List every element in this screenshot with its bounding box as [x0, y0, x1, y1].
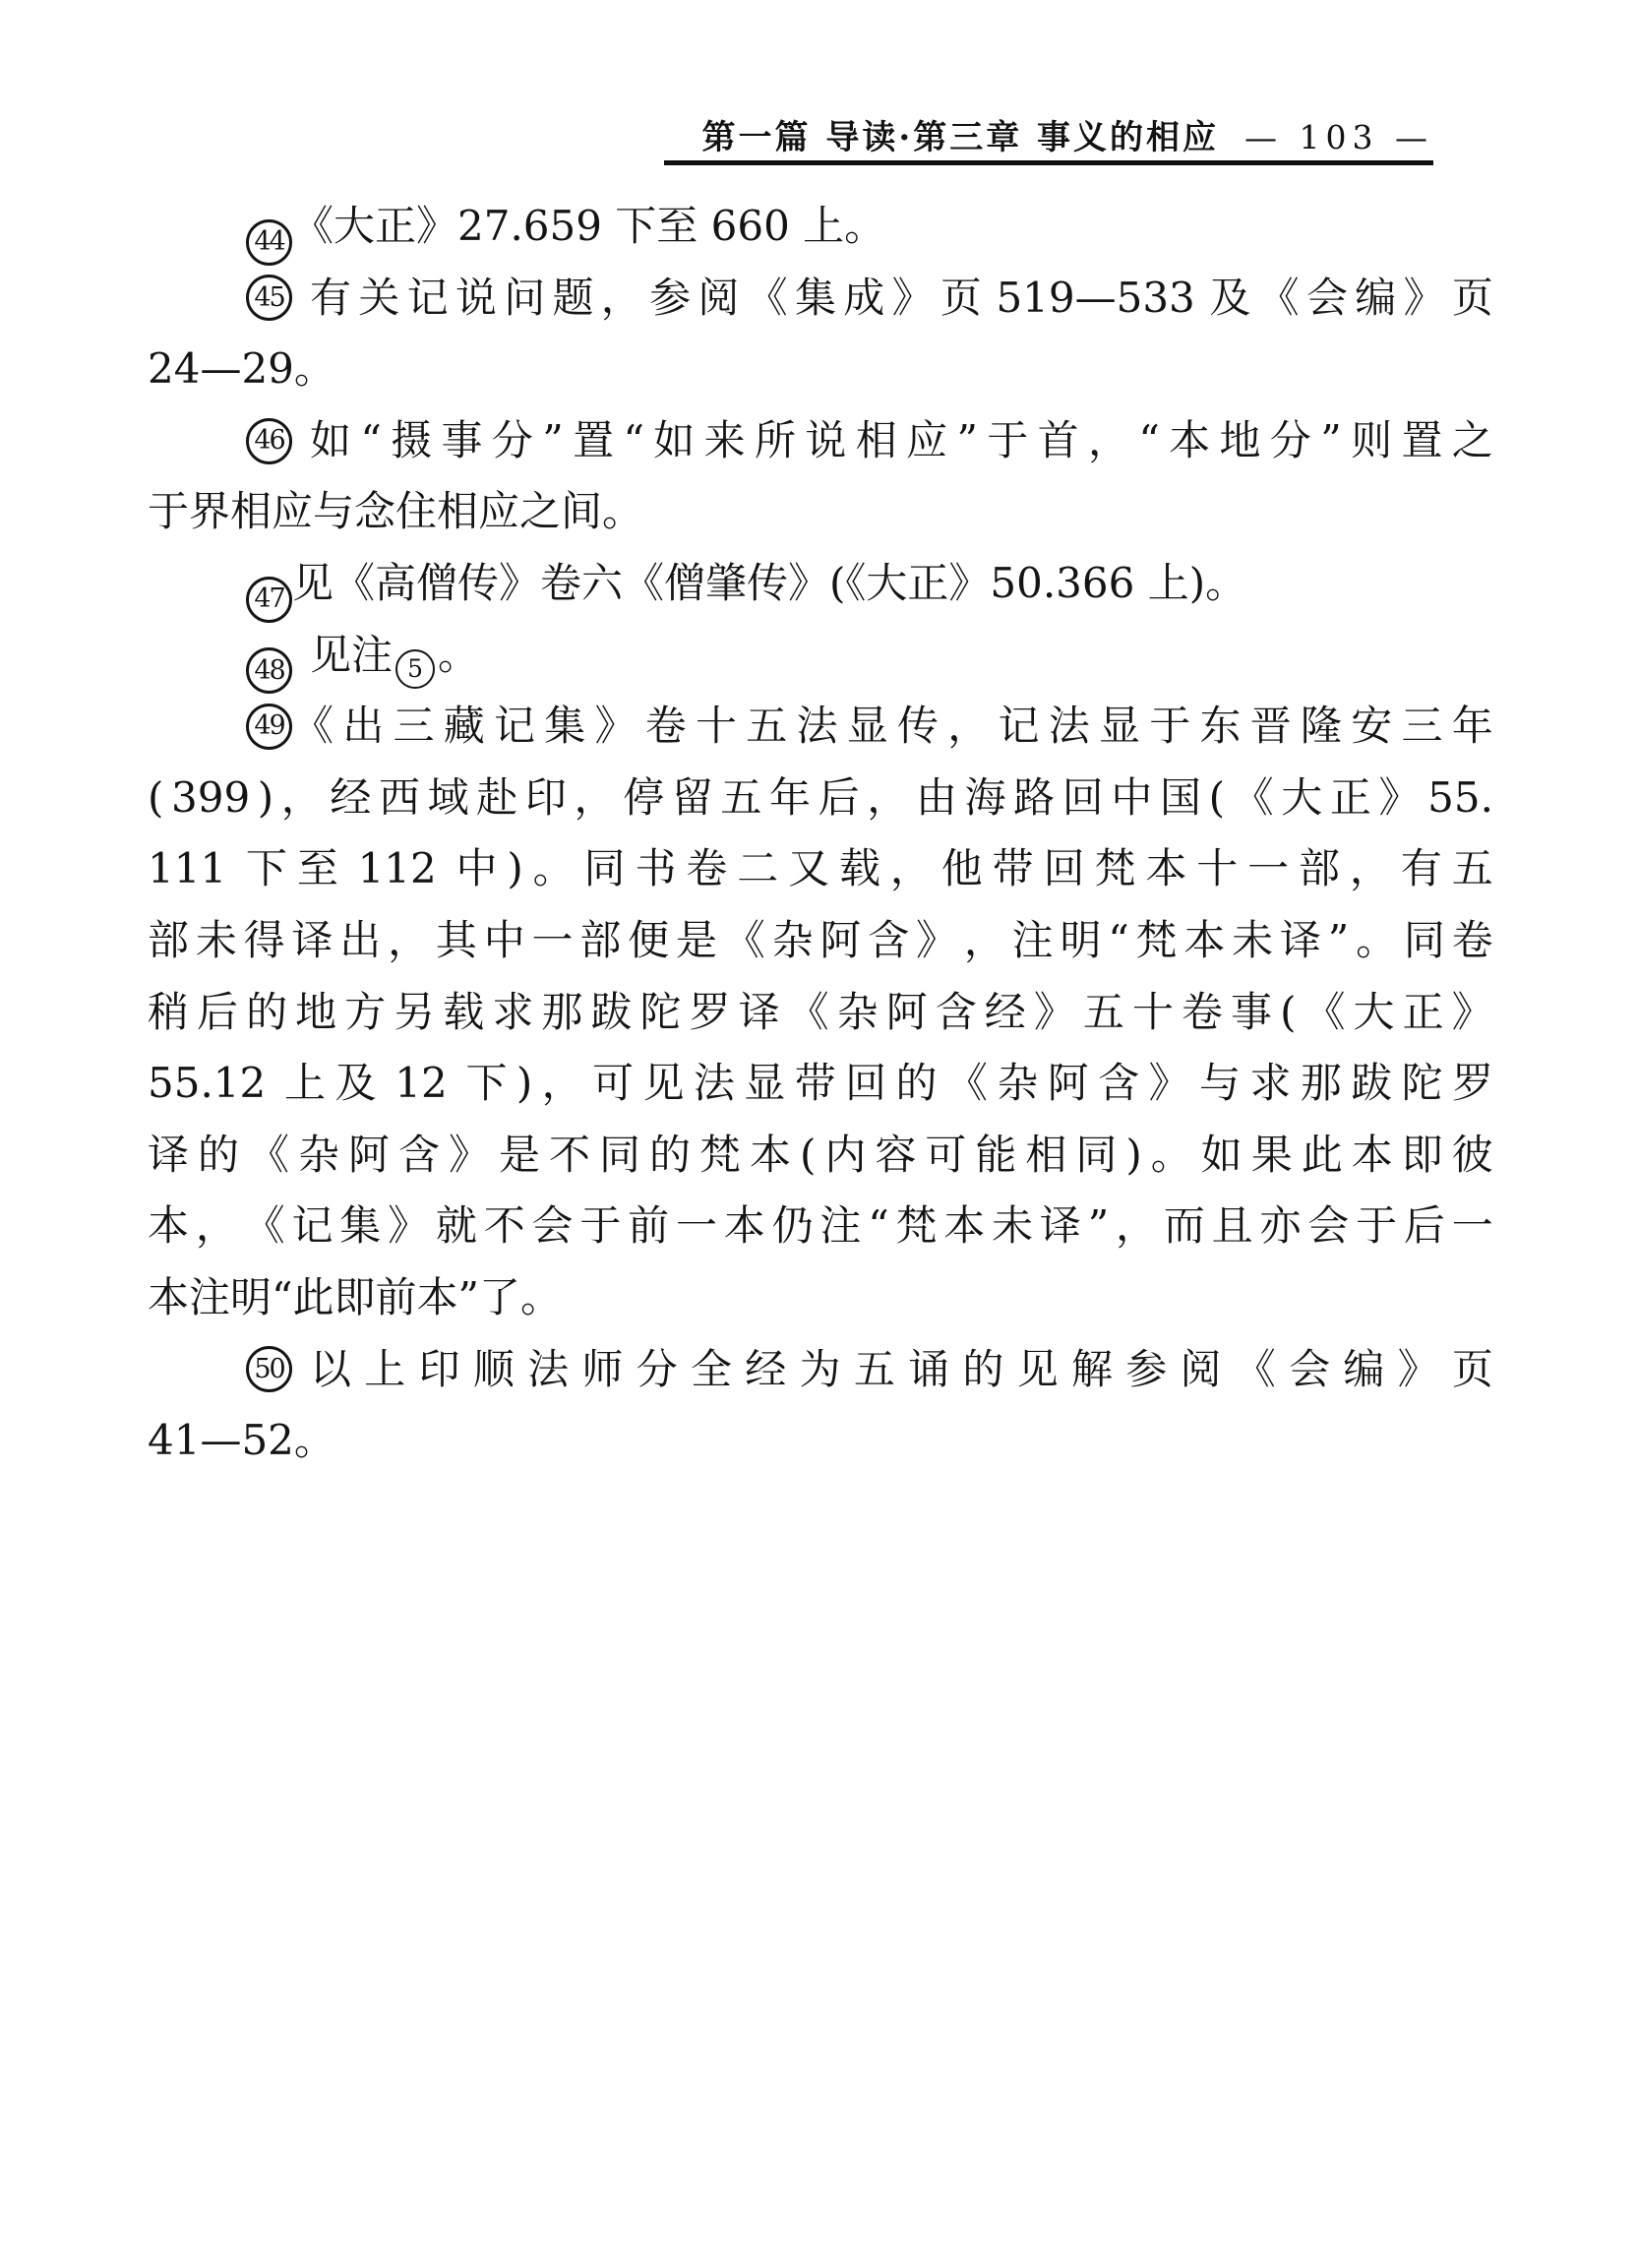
note-44-badge: 44 [246, 219, 292, 266]
text-line-12 [148, 977, 1493, 1049]
text-line-6 [148, 548, 1493, 620]
note-47-text: 见《高僧传》卷六《僧肇传》(《大正》50.366 上)。 [292, 558, 1247, 607]
text-line-16 [148, 1262, 1493, 1334]
text-line-2 [148, 263, 1493, 335]
page-number-label: — 103 — [1244, 118, 1433, 156]
text-line-13 [148, 1048, 1493, 1120]
note-49-text-cont-8: 本注明“此即前本”了。 [148, 1272, 562, 1321]
text-line-1 [148, 191, 1493, 263]
note-49-text-cont-6: 译 的 《 杂 阿 含 》 是 不 同 的 梵 本 ( 内 容 可 能 相 同 ) 。 如 果 此 本 即 彼 [148, 1130, 1493, 1179]
note-ref-5-badge: 5 [395, 649, 435, 689]
text-line-14 [148, 1120, 1493, 1192]
note-44-text: 《大正》27.659 下至 660 上。 [292, 202, 886, 250]
text-line-18 [148, 1405, 1493, 1477]
note-46-text-cont: 于界相应与念住相应之间。 [148, 487, 644, 536]
note-46-badge: 46 [246, 418, 292, 464]
text-line-8 [148, 691, 1493, 763]
note-45-text-cont: 24—29。 [148, 344, 335, 394]
text-line-10 [148, 833, 1493, 905]
header-rule [664, 160, 1433, 165]
note-48-badge: 48 [246, 647, 292, 694]
text-line-11 [148, 905, 1493, 977]
note-49-text-cont-2: 111 下 至 112 中 ) 。 同 书 卷 二 又 载 ， 他 带 回 梵 本 十 一 部 ， 有 五 [148, 844, 1493, 893]
text-line-7 [148, 620, 1493, 692]
note-50-text: 以 上 印 顺 法 师 分 全 经 为 五 诵 的 见 解 参 阅 《 会 编 》 页 [310, 1344, 1493, 1393]
note-46-text: 如 “ 摄 事 分 ” 置 “ 如 来 所 说 相 应 ” 于 首 ， “ 本 地 分 ” 则 置 之 [310, 415, 1493, 464]
note-48-text-post: 。 [438, 630, 480, 679]
note-45-badge: 45 [246, 275, 292, 321]
text-line-15 [148, 1191, 1493, 1262]
note-49-text-cont-1: ( 399 ) ， 经 西 域 赴 印 ， 停 留 五 年 后 ， 由 海 路 回 中 国 ( 《 大 正 》 55. [148, 772, 1493, 822]
note-49-text-cont-4: 稍 后 的 地 方 另 载 求 那 跋 陀 罗 译 《 杂 阿 含 经 》 五 十 卷 事 ( 《 大 正 》 [148, 987, 1493, 1036]
note-49-text: 《 出 三 藏 记 集 》 卷 十 五 法 显 传 ， 记 法 显 于 东 晋 隆 安 三 年 [292, 702, 1493, 751]
text-line-5 [148, 476, 1493, 548]
text-line-9 [148, 763, 1493, 834]
running-header [0, 110, 1433, 158]
note-49-badge: 49 [246, 704, 292, 750]
notes-text-block [148, 191, 1493, 1477]
note-45-text: 有 关 记 说 问 题 ， 参 阅 《 集 成 》 页 519—533 及 《 会 编 》 页 [310, 273, 1493, 322]
note-50-badge: 50 [246, 1346, 292, 1392]
header-section-title: 第一篇 导读·第三章 事义的相应 [701, 118, 1220, 157]
note-49-text-cont-3: 部 未 得 译 出 ， 其 中 一 部 便 是 《 杂 阿 含 》 ， 注 明 “ 梵 本 未 译 ” 。 同 卷 [148, 915, 1493, 964]
text-line-17 [148, 1334, 1493, 1406]
text-line-3 [148, 334, 1493, 405]
note-49-text-cont-7: 本 ， 《 记 集 》 就 不 会 于 前 一 本 仍 注 “ 梵 本 未 译 ” ， 而 且 亦 会 于 后 一 [148, 1201, 1493, 1251]
text-line-4 [148, 405, 1493, 477]
note-48-text-pre: 见注 [310, 630, 394, 679]
note-47-badge: 47 [246, 577, 292, 623]
note-49-text-cont-5: 55.12 上 及 12 下 ) ， 可 见 法 显 带 回 的 《 杂 阿 含 》 与 求 那 跋 陀 罗 [148, 1059, 1493, 1108]
note-50-text-cont: 41—52。 [148, 1416, 335, 1465]
